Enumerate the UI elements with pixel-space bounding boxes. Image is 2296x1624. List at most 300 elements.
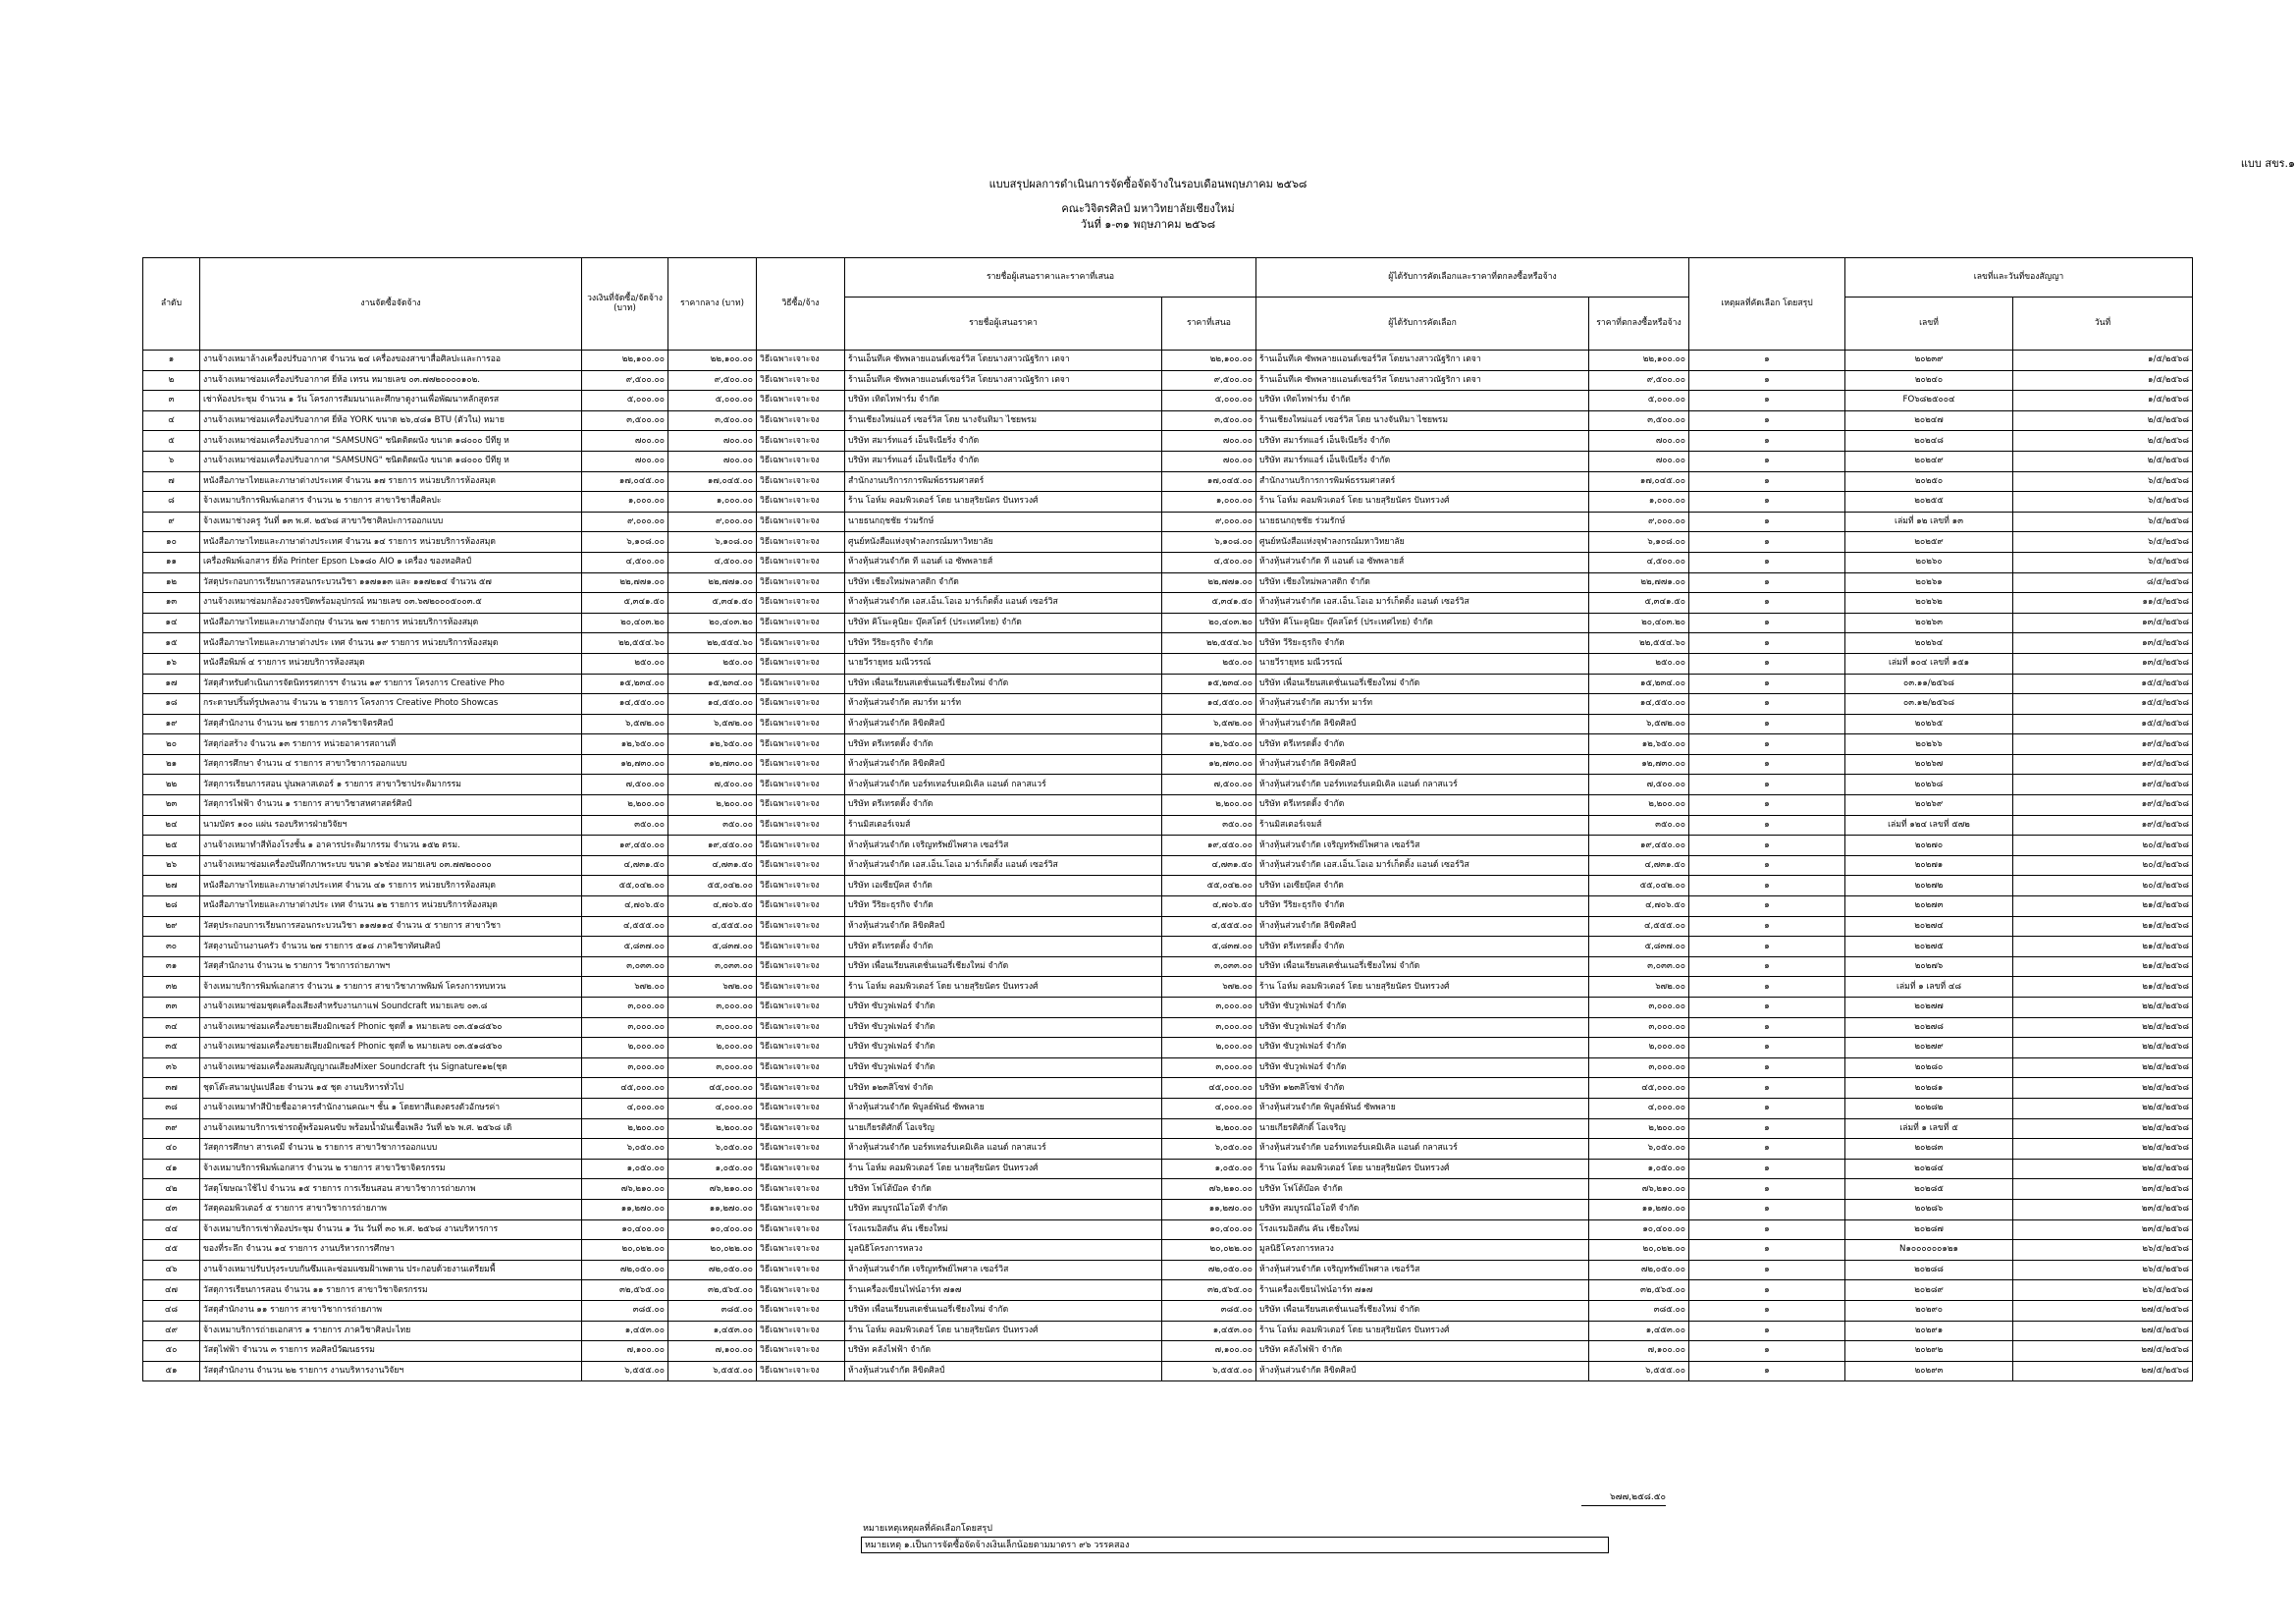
table-row xyxy=(143,795,2193,816)
row-bidder: ห้างหุ้นส่วนจำกัด ลิขิตศิลป์ xyxy=(845,1361,1162,1381)
row-agreed-price: ๗,๕๐๐.๐๐ xyxy=(1589,775,1689,795)
row-budget: ๓,๐๓๓.๐๐ xyxy=(582,956,668,977)
row-item: หนังสือภาษาไทยและภาษาต่างประ เทศ จำนวน ๑๒ รายการ หน่วยบริการห้องสมุด xyxy=(200,896,582,917)
table-row xyxy=(143,1300,2193,1321)
row-contract-date: ๖/๕/๒๕๖๘ xyxy=(2013,512,2193,532)
row-no: ๑๔ xyxy=(143,613,200,633)
row-bidder: ร้าน โอห์ม คอมพิวเตอร์ โดย นายสุริยนัตร ปันทรวงศ์ xyxy=(845,492,1162,513)
row-winner: บริษัท คิโนะคูนิยะ บุ๊คสโตร์ (ประเทศไทย) จำกัด xyxy=(1256,613,1589,633)
row-contract-date: ๑๓/๕/๒๕๖๘ xyxy=(2013,613,2193,633)
row-reason: ๑ xyxy=(1689,1240,1845,1261)
table-row xyxy=(143,572,2193,593)
row-budget: ๑,๐๕๐.๐๐ xyxy=(582,1159,668,1179)
row-median-price: ๙,๐๐๐.๐๐ xyxy=(668,512,757,532)
row-item: งานจ้างเหมาซ่อมเครื่องปรับอากาศ "SAMSUNG" ชนิดติดผนัง ขนาด ๑๘๐๐๐ บีทียู ห xyxy=(200,451,582,471)
row-winner: ห้างหุ้นส่วนจำกัด ลิขิตศิลป์ xyxy=(1256,754,1589,775)
row-bidder: ห้างหุ้นส่วนจำกัด เอส.เอ็น.โอเอ มาร์เก็ตติ้ง แอนด์ เซอร์วิส xyxy=(845,593,1162,614)
row-no: ๔๑ xyxy=(143,1159,200,1179)
table-row xyxy=(143,1017,2193,1038)
col-header-contract-group: เลขที่และวันที่ของสัญญา xyxy=(1845,258,2193,298)
row-method: วิธีเฉพาะเจาะจง xyxy=(757,977,845,998)
row-agreed-price: ๖,๕๕๕.๐๐ xyxy=(1589,1361,1689,1381)
row-budget: ๖๗๒.๐๐ xyxy=(582,977,668,998)
row-no: ๓๗ xyxy=(143,1078,200,1099)
row-median-price: ๗๒,๐๕๐.๐๐ xyxy=(668,1260,757,1280)
row-contract-date: ๒๗/๕/๒๕๖๘ xyxy=(2013,1321,2193,1341)
row-contract-date: ๒๒/๕/๒๕๖๘ xyxy=(2013,1017,2193,1038)
row-reason: ๑ xyxy=(1689,492,1845,513)
row-agreed-price: ๖๗๒.๐๐ xyxy=(1589,977,1689,998)
row-contract-no: ๒๐๒๗๔ xyxy=(1845,916,2013,937)
row-contract-no: ๒๐๒๔๘ xyxy=(1845,431,2013,452)
row-contract-date: ๑๙/๕/๒๕๖๘ xyxy=(2013,815,2193,836)
row-reason: ๑ xyxy=(1689,370,1845,391)
row-winner: ห้างหุ้นส่วนจำกัด เอส.เอ็น.โอเอ มาร์เก็ตติ้ง แอนด์ เซอร์วิส xyxy=(1256,855,1589,876)
table-row xyxy=(143,674,2193,694)
row-item: หนังสือภาษาไทยและภาษาต่างประเทศ จำนวน ๑๔ รายการ หน่วยบริการห้องสมุด xyxy=(200,532,582,553)
row-item: ของที่ระลึก จำนวน ๑๔ รายการ งานบริหารการศึกษา xyxy=(200,1240,582,1261)
row-winner: บริษัท เอเซียบุ๊คส จำกัด xyxy=(1256,876,1589,896)
table-row xyxy=(143,876,2193,896)
table-row xyxy=(143,1118,2193,1139)
row-item: งานจ้างเหมาบริการเช่ารถตู้พร้อมคนขับ พร้อมน้ำมันเชื้อเพลิง วันที่ ๒๖ พ.ศ. ๒๕๖๘ เดิ xyxy=(200,1118,582,1139)
row-reason: ๑ xyxy=(1689,977,1845,998)
row-no: ๓๔ xyxy=(143,1017,200,1038)
row-method: วิธีเฉพาะเจาะจง xyxy=(757,1260,845,1280)
row-reason: ๑ xyxy=(1689,855,1845,876)
row-budget: ๑๙,๔๕๐.๐๐ xyxy=(582,836,668,856)
row-median-price: ๑๒,๖๕๐.๐๐ xyxy=(668,734,757,755)
row-reason: ๑ xyxy=(1689,391,1845,411)
col-header-bidders-group: รายชื่อผู้เสนอราคาและราคาที่เสนอ xyxy=(845,258,1256,298)
row-method: วิธีเฉพาะเจาะจง xyxy=(757,1179,845,1200)
row-method: วิธีเฉพาะเจาะจง xyxy=(757,1139,845,1160)
row-bidder: บริษัท เพื่อนเรียนสเตชั่นเนอรี่เชียงใหม่ จำกัด xyxy=(845,674,1162,694)
row-agreed-price: ๑๗,๐๔๕.๐๐ xyxy=(1589,471,1689,492)
row-winner: สำนักงานบริการการพิมพ์ธรรมศาสตร์ xyxy=(1256,471,1589,492)
row-budget: ๒๒,๗๗๑.๐๐ xyxy=(582,572,668,593)
row-no: ๓๘ xyxy=(143,1098,200,1118)
row-agreed-price: ๑๒,๖๕๐.๐๐ xyxy=(1589,734,1689,755)
table-row xyxy=(143,1199,2193,1219)
row-no: ๑๙ xyxy=(143,714,200,734)
row-method: วิธีเฉพาะเจาะจง xyxy=(757,1199,845,1219)
col-header-bidder-name: รายชื่อผู้เสนอราคา xyxy=(845,298,1162,351)
row-contract-no: เล่มที่ ๑๒๔ เลขที่ ๕๗๒ xyxy=(1845,815,2013,836)
row-contract-no: ๒๐๒๘๘ xyxy=(1845,1260,2013,1280)
table-row xyxy=(143,1280,2193,1301)
row-item: วัสดุการศึกษา สารเคมี จำนวน ๒ รายการ สาขาวิชาการออกแบบ xyxy=(200,1139,582,1160)
row-reason: ๑ xyxy=(1689,876,1845,896)
table-row xyxy=(143,734,2193,755)
row-bid-price: ๒,๒๐๐.๐๐ xyxy=(1162,1118,1256,1139)
row-median-price: ๔,๗๐๖.๕๐ xyxy=(668,896,757,917)
row-no: ๒ xyxy=(143,370,200,391)
row-reason: ๑ xyxy=(1689,896,1845,917)
row-item: จ้างเหมาช่างครู วันที่ ๑๓ พ.ศ. ๒๕๖๘ สาขาวิชาศิลปะการออกแบบ xyxy=(200,512,582,532)
table-row xyxy=(143,1057,2193,1078)
row-median-price: ๒๒,๕๕๔.๖๐ xyxy=(668,633,757,654)
row-contract-no: ๐๓.๑๑/๒๕๖๘ xyxy=(1845,674,2013,694)
row-budget: ๗๒,๐๕๐.๐๐ xyxy=(582,1260,668,1280)
row-no: ๔๙ xyxy=(143,1321,200,1341)
row-agreed-price: ๖,๑๐๘.๐๐ xyxy=(1589,532,1689,553)
row-bidder: ร้าน โอห์ม คอมพิวเตอร์ โดย นายสุริยนัตร ปันทรวงศ์ xyxy=(845,1159,1162,1179)
document-title: แบบสรุปผลการดำเนินการจัดซื้อจัดจ้างในรอบเดือนพฤษภาคม ๒๕๖๘ xyxy=(988,178,1308,190)
row-no: ๒๒ xyxy=(143,775,200,795)
row-median-price: ๓,๐๐๐.๐๐ xyxy=(668,1057,757,1078)
row-method: วิธีเฉพาะเจาะจง xyxy=(757,1321,845,1341)
row-contract-no: ๒๐๒๘๖ xyxy=(1845,1199,2013,1219)
row-winner: บริษัท ซับวูฟเฟอร์ จำกัด xyxy=(1256,1017,1589,1038)
row-bidder: โรงแรมอิสตัน คัน เชียงใหม่ xyxy=(845,1219,1162,1240)
row-no: ๒๑ xyxy=(143,754,200,775)
row-item: จ้างเหมาบริการพิมพ์เอกสาร จำนวน ๒ รายการ สาขาวิชาสื่อศิลปะ xyxy=(200,492,582,513)
row-bid-price: ๑๑,๒๗๐.๐๐ xyxy=(1162,1199,1256,1219)
row-contract-date: ๒๒/๕/๒๕๖๘ xyxy=(2013,1139,2193,1160)
table-row xyxy=(143,1159,2193,1179)
row-reason: ๑ xyxy=(1689,795,1845,816)
table-row xyxy=(143,775,2193,795)
row-bidder: ห้างหุ้นส่วนจำกัด เจริญทรัพย์ไพศาล เซอร์วิส xyxy=(845,1260,1162,1280)
row-item: งานจ้างเหมาซ่อมเครื่องขยายเสียงมิกเซอร์ Phonic ชุดที่ ๑ หมายเลข ๐๓.๕๑๘๕๖๐ xyxy=(200,1017,582,1038)
row-winner: ร้าน โอห์ม คอมพิวเตอร์ โดย นายสุริยนัตร ปันทรวงศ์ xyxy=(1256,492,1589,513)
row-contract-date: ๑๕/๕/๒๕๖๘ xyxy=(2013,714,2193,734)
row-no: ๒๘ xyxy=(143,896,200,917)
row-item: วัสดุประกอบการเรียนการสอนกระบวนวิชา ๑๑๗๑๑๓ และ ๑๑๗๒๑๔ จำนวน ๕๗ xyxy=(200,572,582,593)
row-winner: ห้างหุ้นส่วนจำกัด บอร์ทเทอร์บเคมิเคิล แอนด์ กลาสแวร์ xyxy=(1256,775,1589,795)
row-agreed-price: ๑๐,๔๐๐.๐๐ xyxy=(1589,1219,1689,1240)
row-budget: ๔,๕๕๕.๐๐ xyxy=(582,916,668,937)
row-reason: ๑ xyxy=(1689,1260,1845,1280)
table-row xyxy=(143,977,2193,998)
row-contract-date: ๑/๕/๒๕๖๘ xyxy=(2013,351,2193,371)
row-contract-date: ๒๖/๕/๒๕๖๘ xyxy=(2013,1240,2193,1261)
row-contract-no: ๒๐๒๖๐ xyxy=(1845,552,2013,572)
row-contract-no: ๒๐๒๘๐ xyxy=(1845,1057,2013,1078)
row-median-price: ๔,๕๐๐.๐๐ xyxy=(668,552,757,572)
row-contract-date: ๑/๕/๒๕๖๘ xyxy=(2013,391,2193,411)
row-bidder: บริษัท เทิดไทฟาร์ม จำกัด xyxy=(845,391,1162,411)
row-median-price: ๒๐,๐๒๒.๐๐ xyxy=(668,1240,757,1261)
row-no: ๘ xyxy=(143,492,200,513)
row-bid-price: ๔,๕๕๕.๐๐ xyxy=(1162,916,1256,937)
row-no: ๒๗ xyxy=(143,876,200,896)
row-agreed-price: ๓,๐๐๐.๐๐ xyxy=(1589,998,1689,1018)
row-method: วิธีเฉพาะเจาะจง xyxy=(757,532,845,553)
row-bid-price: ๔,๗๐๖.๕๐ xyxy=(1162,896,1256,917)
row-no: ๔๖ xyxy=(143,1260,200,1280)
row-reason: ๑ xyxy=(1689,1118,1845,1139)
row-item: วัสดุก่อสร้าง จำนวน ๑๓ รายการ หน่วยอาคารสถานที่ xyxy=(200,734,582,755)
row-winner: ร้านเอ็นทีเค ซัพพลายแอนด์เซอร์วิส โดยนางสาวณัฐริกา เตจา xyxy=(1256,351,1589,371)
row-bid-price: ๓๒,๕๖๕.๐๐ xyxy=(1162,1280,1256,1301)
row-no: ๓๕ xyxy=(143,1038,200,1058)
row-bidder: ห้างหุ้นส่วนจำกัด ลิขิตศิลป์ xyxy=(845,754,1162,775)
col-header-median-price: ราคากลาง (บาท) xyxy=(668,258,757,351)
row-bidder: มูลนิธิโครงการหลวง xyxy=(845,1240,1162,1261)
row-method: วิธีเฉพาะเจาะจง xyxy=(757,653,845,674)
row-bidder: บริษัท ซับวูฟเฟอร์ จำกัด xyxy=(845,1017,1162,1038)
row-contract-no: ๒๐๒๖๘ xyxy=(1845,775,2013,795)
row-contract-date: ๒๗/๕/๒๕๖๘ xyxy=(2013,1361,2193,1381)
row-contract-no: ๒๐๒๓๙ xyxy=(1845,351,2013,371)
row-contract-date: ๒๒/๕/๒๕๖๘ xyxy=(2013,998,2193,1018)
row-agreed-price: ๕,๐๐๐.๐๐ xyxy=(1589,391,1689,411)
note-line-1: หมายเหตุ ๑.เป็นการจัดซื้อจัดจ้างเงินเล็กน้อยตามมาตรา ๙๖ วรรคสอง xyxy=(865,1541,1130,1550)
row-agreed-price: ๔๕,๐๐๐.๐๐ xyxy=(1589,1078,1689,1099)
row-contract-date: ๒๑/๕/๒๕๖๘ xyxy=(2013,977,2193,998)
table-row xyxy=(143,1139,2193,1160)
row-contract-date: ๖/๕/๒๕๖๘ xyxy=(2013,532,2193,553)
row-contract-date: ๒๗/๕/๒๕๖๘ xyxy=(2013,1300,2193,1321)
row-no: ๒๓ xyxy=(143,795,200,816)
row-contract-date: ๒๖/๕/๒๕๖๘ xyxy=(2013,1280,2193,1301)
row-budget: ๓,๐๐๐.๐๐ xyxy=(582,998,668,1018)
row-contract-no: ๒๐๒๖๗ xyxy=(1845,754,2013,775)
row-method: วิธีเฉพาะเจาะจง xyxy=(757,512,845,532)
row-budget: ๔,๗๓๑.๕๐ xyxy=(582,855,668,876)
row-winner: บริษัท ๑๒๓สิโซฟ จำกัด xyxy=(1256,1078,1589,1099)
row-bid-price: ๗,๑๐๐.๐๐ xyxy=(1162,1341,1256,1362)
row-contract-no: ๒๐๒๔๙ xyxy=(1845,451,2013,471)
col-header-reason: เหตุผลที่คัดเลือก โดยสรุป xyxy=(1689,258,1845,351)
row-method: วิธีเฉพาะเจาะจง xyxy=(757,956,845,977)
row-bid-price: ๙,๐๐๐.๐๐ xyxy=(1162,512,1256,532)
row-median-price: ๑๕,๒๓๔.๐๐ xyxy=(668,674,757,694)
row-budget: ๒๒,๕๕๔.๖๐ xyxy=(582,633,668,654)
row-bid-price: ๖๗๒.๐๐ xyxy=(1162,977,1256,998)
row-bidder: ห้างหุ้นส่วนจำกัด เอส.เอ็น.โอเอ มาร์เก็ตติ้ง แอนด์ เซอร์วิส xyxy=(845,855,1162,876)
row-method: วิธีเฉพาะเจาะจง xyxy=(757,855,845,876)
row-contract-date: ๒๑/๕/๒๕๖๘ xyxy=(2013,956,2193,977)
row-contract-no: ๒๐๒๙๐ xyxy=(1845,1300,2013,1321)
row-bid-price: ๕,๘๓๗.๐๐ xyxy=(1162,937,1256,957)
row-method: วิธีเฉพาะเจาะจง xyxy=(757,674,845,694)
row-contract-no: ๒๐๒๕๐ xyxy=(1845,471,2013,492)
row-bid-price: ๒๐,๔๐๓.๒๐ xyxy=(1162,613,1256,633)
row-contract-date: ๑๕/๕/๒๕๖๘ xyxy=(2013,694,2193,715)
table-row xyxy=(143,998,2193,1018)
row-reason: ๑ xyxy=(1689,410,1845,431)
row-bid-price: ๒๒,๕๕๔.๖๐ xyxy=(1162,633,1256,654)
row-bid-price: ๑๔,๕๕๐.๐๐ xyxy=(1162,694,1256,715)
table-row xyxy=(143,492,2193,513)
row-no: ๑๒ xyxy=(143,572,200,593)
row-median-price: ๕,๓๔๑.๕๐ xyxy=(668,593,757,614)
row-method: วิธีเฉพาะเจาะจง xyxy=(757,613,845,633)
row-reason: ๑ xyxy=(1689,512,1845,532)
row-bid-price: ๑๒,๗๓๐.๐๐ xyxy=(1162,754,1256,775)
row-budget: ๔,๗๐๖.๕๐ xyxy=(582,896,668,917)
row-contract-date: ๒๒/๕/๒๕๖๘ xyxy=(2013,1078,2193,1099)
row-method: วิธีเฉพาะเจาะจง xyxy=(757,633,845,654)
row-reason: ๑ xyxy=(1689,956,1845,977)
row-winner: บริษัท เพื่อนเรียนสเตชั่นเนอรี่เชียงใหม่ จำกัด xyxy=(1256,956,1589,977)
row-contract-date: ๒๒/๕/๒๕๖๘ xyxy=(2013,1038,2193,1058)
row-contract-date: ๒๐/๕/๒๕๖๘ xyxy=(2013,855,2193,876)
row-contract-date: ๖/๕/๒๕๖๘ xyxy=(2013,552,2193,572)
row-budget: ๑๒,๗๓๐.๐๐ xyxy=(582,754,668,775)
row-contract-no: ๒๐๒๖๓ xyxy=(1845,613,2013,633)
row-budget: ๖,๑๐๘.๐๐ xyxy=(582,532,668,553)
row-budget: ๔,๐๐๐.๐๐ xyxy=(582,1098,668,1118)
row-agreed-price: ๕,๘๓๗.๐๐ xyxy=(1589,937,1689,957)
table-body xyxy=(143,351,2193,1381)
row-agreed-price: ๑๙,๔๕๐.๐๐ xyxy=(1589,836,1689,856)
row-item: งานจ้างเหมาซ่อมเครื่องปรับอากาศ ยี่ห้อ YORK ขนาด ๒๖,๔๘๑ BTU (ตัวใน) หมาย xyxy=(200,410,582,431)
row-contract-date: ๑๓/๕/๒๕๖๘ xyxy=(2013,653,2193,674)
row-median-price: ๖,๑๐๘.๐๐ xyxy=(668,532,757,553)
row-method: วิธีเฉพาะเจาะจง xyxy=(757,1159,845,1179)
row-bidder: ห้างหุ้นส่วนจำกัด พิบูลย์พันธ์ ซัพพลาย xyxy=(845,1098,1162,1118)
row-item: จ้างเหมาบริการถ่ายเอกสาร ๑ รายการ ภาควิชาศิลปะไทย xyxy=(200,1321,582,1341)
col-header-no: ลำดับ xyxy=(143,258,200,351)
row-agreed-price: ๔,๗๓๑.๕๐ xyxy=(1589,855,1689,876)
row-reason: ๑ xyxy=(1689,653,1845,674)
row-contract-no: ๒๐๒๖๑ xyxy=(1845,572,2013,593)
row-contract-no: ๒๐๒๗๒ xyxy=(1845,876,2013,896)
row-no: ๓๓ xyxy=(143,998,200,1018)
row-winner: ร้าน โอห์ม คอมพิวเตอร์ โดย นายสุริยนัตร ปันทรวงศ์ xyxy=(1256,1321,1589,1341)
row-bid-price: ๗๐๐.๐๐ xyxy=(1162,431,1256,452)
row-bidder: บริษัท เพื่อนเรียนสเตชั่นเนอรี่เชียงใหม่ จำกัด xyxy=(845,956,1162,977)
row-winner: ร้าน โอห์ม คอมพิวเตอร์ โดย นายสุริยนัตร ปันทรวงศ์ xyxy=(1256,1159,1589,1179)
row-method: วิธีเฉพาะเจาะจง xyxy=(757,795,845,816)
row-reason: ๑ xyxy=(1689,593,1845,614)
row-method: วิธีเฉพาะเจาะจง xyxy=(757,1240,845,1261)
row-winner: ห้างหุ้นส่วนจำกัด บอร์ทเทอร์บเคมิเคิล แอนด์ กลาสแวร์ xyxy=(1256,1139,1589,1160)
row-no: ๑๑ xyxy=(143,552,200,572)
row-median-price: ๕,๘๓๗.๐๐ xyxy=(668,937,757,957)
table-row xyxy=(143,956,2193,977)
row-median-price: ๖,๕๗๒.๐๐ xyxy=(668,714,757,734)
row-winner: ห้างหุ้นส่วนจำกัด ลิขิตศิลป์ xyxy=(1256,714,1589,734)
row-reason: ๑ xyxy=(1689,451,1845,471)
row-budget: ๒๕๐.๐๐ xyxy=(582,653,668,674)
row-median-price: ๔,๕๕๕.๐๐ xyxy=(668,916,757,937)
row-contract-date: ๑๙/๕/๒๕๖๘ xyxy=(2013,754,2193,775)
row-contract-date: ๒๗/๕/๒๕๖๘ xyxy=(2013,1341,2193,1362)
row-bid-price: ๗๖,๒๑๐.๐๐ xyxy=(1162,1179,1256,1200)
row-item: งานจ้างเหมาซ่อมเครื่องขยายเสียงมิกเซอร์ Phonic ชุดที่ ๒ หมายเลข ๐๓.๕๑๘๕๖๐ xyxy=(200,1038,582,1058)
row-contract-no: ๒๐๒๘๕ xyxy=(1845,1179,2013,1200)
table-row xyxy=(143,1240,2193,1261)
row-agreed-price: ๒,๐๐๐.๐๐ xyxy=(1589,1038,1689,1058)
row-bidder: บริษัท สมาร์ทแอร์ เอ็นจิเนียริ่ง จำกัด xyxy=(845,451,1162,471)
row-bidder: บริษัท ซับวูฟเฟอร์ จำกัด xyxy=(845,998,1162,1018)
row-contract-date: ๒๒/๕/๒๕๖๘ xyxy=(2013,1057,2193,1078)
row-bid-price: ๒,๒๐๐.๐๐ xyxy=(1162,795,1256,816)
row-budget: ๖,๐๕๐.๐๐ xyxy=(582,1139,668,1160)
row-bidder: นายวีรายุทธ มณีวรรณ์ xyxy=(845,653,1162,674)
row-contract-no: ๒๐๒๗๑ xyxy=(1845,855,2013,876)
row-winner: นายเกียรติศักดิ์ โอเจริญ xyxy=(1256,1118,1589,1139)
row-contract-date: ๒๒/๕/๒๕๖๘ xyxy=(2013,1159,2193,1179)
row-reason: ๑ xyxy=(1689,1057,1845,1078)
row-method: วิธีเฉพาะเจาะจง xyxy=(757,1361,845,1381)
row-bidder: บริษัท สมบูรณ์ไอโอที จำกัด xyxy=(845,1199,1162,1219)
row-winner: บริษัท ตรีเทรดดิ้ง จำกัด xyxy=(1256,795,1589,816)
row-no: ๑ xyxy=(143,351,200,371)
row-winner: ห้างหุ้นส่วนจำกัด พิบูลย์พันธ์ ซัพพลาย xyxy=(1256,1098,1589,1118)
row-budget: ๒๐,๔๐๓.๒๐ xyxy=(582,613,668,633)
row-median-price: ๑๙,๔๕๐.๐๐ xyxy=(668,836,757,856)
row-bidder: สำนักงานบริการการพิมพ์ธรรมศาสตร์ xyxy=(845,471,1162,492)
table-row xyxy=(143,1078,2193,1099)
row-no: ๑๘ xyxy=(143,694,200,715)
row-winner: มูลนิธิโครงการหลวง xyxy=(1256,1240,1589,1261)
row-bid-price: ๖,๑๐๘.๐๐ xyxy=(1162,532,1256,553)
row-contract-no: ๒๐๒๗๐ xyxy=(1845,836,2013,856)
table-row xyxy=(143,855,2193,876)
row-agreed-price: ๖,๕๗๒.๐๐ xyxy=(1589,714,1689,734)
row-item: จ้างเหมาบริการพิมพ์เอกสาร จำนวน ๒ รายการ สาขาวิชาจิตรกรรม xyxy=(200,1159,582,1179)
row-bid-price: ๓,๐๓๓.๐๐ xyxy=(1162,956,1256,977)
row-median-price: ๓,๐๐๐.๐๐ xyxy=(668,1017,757,1038)
row-winner: โรงแรมอิสตัน คัน เชียงใหม่ xyxy=(1256,1219,1589,1240)
grand-total: ๖๗๗,๒๕๘.๕๐ xyxy=(1581,1489,1666,1506)
row-bid-price: ๕๕,๐๔๒.๐๐ xyxy=(1162,876,1256,896)
row-reason: ๑ xyxy=(1689,815,1845,836)
row-agreed-price: ๑๕,๒๓๔.๐๐ xyxy=(1589,674,1689,694)
row-contract-no: ๒๐๒๘๑ xyxy=(1845,1078,2013,1099)
table-row xyxy=(143,653,2193,674)
row-no: ๓ xyxy=(143,391,200,411)
row-item: กระดาษปริ้นท์รูปพลงาน จำนวน ๒ รายการ โครงการ Creative Photo Showcas xyxy=(200,694,582,715)
row-reason: ๑ xyxy=(1689,1321,1845,1341)
row-no: ๑๓ xyxy=(143,593,200,614)
row-median-price: ๗๐๐.๐๐ xyxy=(668,451,757,471)
row-budget: ๓,๕๐๐.๐๐ xyxy=(582,410,668,431)
row-bid-price: ๗๒,๐๕๐.๐๐ xyxy=(1162,1260,1256,1280)
row-winner: บริษัท คลังไฟฟ้า จำกัด xyxy=(1256,1341,1589,1362)
row-reason: ๑ xyxy=(1689,1361,1845,1381)
row-median-price: ๓๒,๕๖๕.๐๐ xyxy=(668,1280,757,1301)
row-contract-date: ๒๓/๕/๒๕๖๘ xyxy=(2013,1199,2193,1219)
row-reason: ๑ xyxy=(1689,674,1845,694)
row-median-price: ๙,๕๐๐.๐๐ xyxy=(668,370,757,391)
table-row xyxy=(143,1098,2193,1118)
table-row xyxy=(143,370,2193,391)
row-median-price: ๔,๐๐๐.๐๐ xyxy=(668,1098,757,1118)
row-contract-date: ๘/๕/๒๕๖๘ xyxy=(2013,572,2193,593)
row-bidder: ร้านมิสเตอร์เจมส์ xyxy=(845,815,1162,836)
row-reason: ๑ xyxy=(1689,836,1845,856)
row-budget: ๑๒,๖๕๐.๐๐ xyxy=(582,734,668,755)
table-row xyxy=(143,451,2193,471)
row-median-price: ๒๒,๑๐๐.๐๐ xyxy=(668,351,757,371)
row-winner: บริษัท เพื่อนเรียนสเตชั่นเนอรี่เชียงใหม่ จำกัด xyxy=(1256,1300,1589,1321)
row-no: ๔๗ xyxy=(143,1280,200,1301)
row-winner: บริษัท เพื่อนเรียนสเตชั่นเนอรี่เชียงใหม่ จำกัด xyxy=(1256,674,1589,694)
row-item: วัสดุสำนักงาน จำนวน ๒๒ รายการ งานบริหารงานวิจัยฯ xyxy=(200,1361,582,1381)
row-method: วิธีเฉพาะเจาะจง xyxy=(757,1300,845,1321)
row-agreed-price: ๑,๐๕๐.๐๐ xyxy=(1589,1159,1689,1179)
row-reason: ๑ xyxy=(1689,937,1845,957)
row-item: เช่าห้องประชุม จำนวน ๑ วัน โครงการสัมมนาและศึกษาดูงานเพื่อพัฒนาหลักสูตรส xyxy=(200,391,582,411)
row-agreed-price: ๔,๕๐๐.๐๐ xyxy=(1589,552,1689,572)
row-contract-no: ๒๐๒๘๗ xyxy=(1845,1219,2013,1240)
row-agreed-price: ๓,๐๓๓.๐๐ xyxy=(1589,956,1689,977)
row-budget: ๒,๐๐๐.๐๐ xyxy=(582,1038,668,1058)
row-item: หนังสือภาษาไทยและภาษาต่างประเทศ จำนวน ๑๗ รายการ หน่วยบริการห้องสมุด xyxy=(200,471,582,492)
row-budget: ๑,๔๕๓.๐๐ xyxy=(582,1321,668,1341)
row-contract-date: ๑๙/๕/๒๕๖๘ xyxy=(2013,734,2193,755)
row-median-price: ๒๕๐.๐๐ xyxy=(668,653,757,674)
row-item: วัสดุโฆษณาใช้ไป จำนวน ๑๕ รายการ การเรียนสอน สาขาวิชาการถ่ายภาพ xyxy=(200,1179,582,1200)
row-method: วิธีเฉพาะเจาะจง xyxy=(757,370,845,391)
